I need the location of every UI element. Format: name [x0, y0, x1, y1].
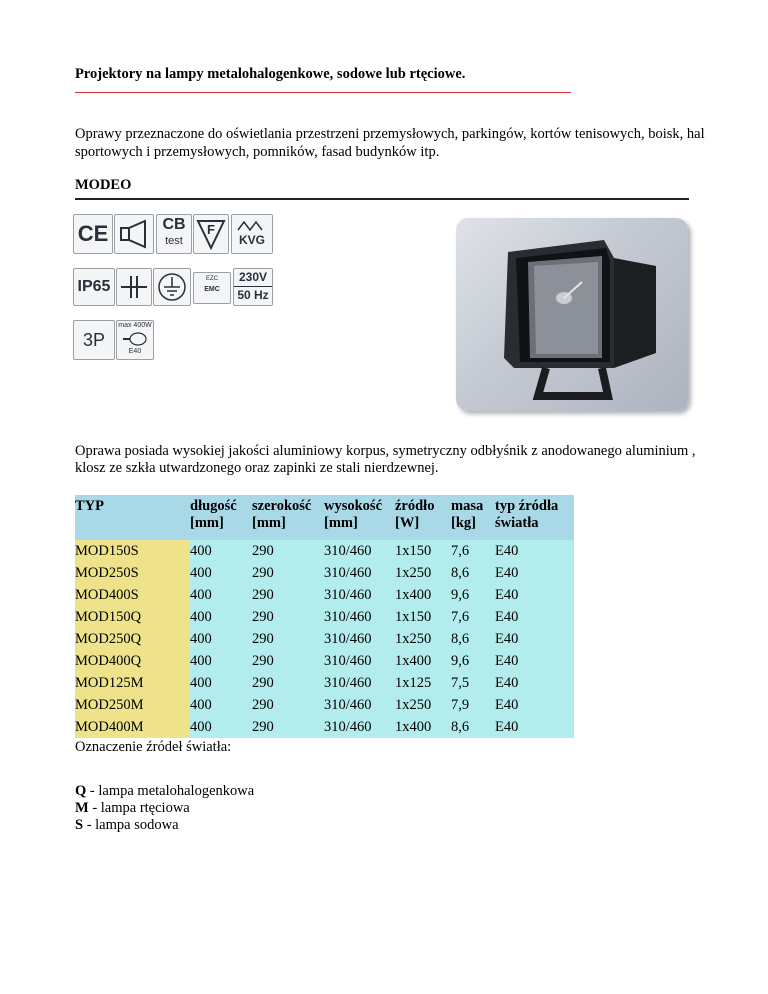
lamp-socket-icon [116, 320, 154, 360]
page-title: Projektory na lampy metalohalogenkowe, sodowe lub rtęciowe. [75, 66, 466, 82]
header-height: wysokość [mm] [324, 495, 395, 540]
table-row [75, 584, 574, 606]
legend-key: M [75, 800, 89, 816]
legend-item [75, 800, 254, 817]
header-width: szerokość [mm] [252, 495, 324, 540]
cell-source: 1x150 [395, 540, 451, 562]
cell-source: 1x150 [395, 606, 451, 628]
cell-source: 1x125 [395, 672, 451, 694]
cell-source: 1x400 [395, 584, 451, 606]
cell-height: 310/460 [324, 584, 395, 606]
cell-length: 400 [190, 540, 252, 562]
specification-table [75, 495, 574, 738]
cell-lamp-type: E40 [495, 672, 574, 694]
f-mark-label: F [207, 222, 215, 237]
table-row [75, 672, 574, 694]
socket-label: E40 [128, 348, 142, 355]
header-mass: masa [kg] [451, 495, 495, 540]
cell-width: 290 [252, 650, 324, 672]
cell-length: 400 [190, 650, 252, 672]
max-power-label: max 400W [118, 322, 152, 329]
cell-width: 290 [252, 584, 324, 606]
cell-type: MOD125M [75, 672, 190, 694]
table-row [75, 540, 574, 562]
table-row [75, 562, 574, 584]
header-source: źródło [W] [395, 495, 451, 540]
cell-mass: 8,6 [451, 716, 495, 738]
cell-height: 310/460 [324, 562, 395, 584]
legend-item [75, 783, 254, 800]
cell-length: 400 [190, 606, 252, 628]
header-lamp-type: typ źródła światła [495, 495, 574, 540]
cell-length: 400 [190, 672, 252, 694]
cell-type: MOD150S [75, 540, 190, 562]
cell-width: 290 [252, 562, 324, 584]
cell-height: 310/460 [324, 606, 395, 628]
product-name: MODEO [75, 177, 132, 193]
product-photo [456, 218, 688, 411]
cell-length: 400 [190, 694, 252, 716]
cell-lamp-type: E40 [495, 562, 574, 584]
cell-width: 290 [252, 540, 324, 562]
ce-mark-icon: CE [73, 214, 113, 254]
cell-lamp-type: E40 [495, 606, 574, 628]
header-type: TYP [75, 495, 190, 540]
cb-label: CB [162, 216, 186, 233]
cell-source: 1x250 [395, 694, 451, 716]
table-row [75, 694, 574, 716]
legend-title: Oznaczenie źródeł światła: [75, 739, 232, 755]
ground-symbol-icon [153, 268, 191, 306]
cell-length: 400 [190, 584, 252, 606]
emc-top-label: EZC [206, 276, 218, 282]
cell-height: 310/460 [324, 716, 395, 738]
table-header-row [75, 495, 574, 540]
legend-text: - lampa rtęciowa [88, 800, 190, 816]
capacitor-icon [116, 268, 152, 306]
cell-height: 310/460 [324, 650, 395, 672]
legend-key: S [75, 817, 84, 833]
cell-lamp-type: E40 [495, 540, 574, 562]
cell-height: 310/460 [324, 540, 395, 562]
ip65-rating-icon: IP65 [73, 268, 115, 306]
cell-length: 400 [190, 562, 252, 584]
three-phase-icon: 3P [73, 320, 115, 360]
class-ii-luminaire-icon [114, 214, 154, 254]
product-description: Oprawa posiada wysokiej jakości aluminiowy korpus, symetryczny odbłyśnik z anodowanego aluminium , klosz ze szkła utwardzonego oraz zapinki ze stali nierdzewnej. [75, 443, 696, 476]
cell-width: 290 [252, 694, 324, 716]
voltage-label: 230V [234, 269, 272, 287]
legend-list [75, 783, 254, 834]
cell-mass: 8,6 [451, 562, 495, 584]
cell-mass: 7,6 [451, 540, 495, 562]
cell-type: MOD400M [75, 716, 190, 738]
cell-length: 400 [190, 628, 252, 650]
emc-bottom-label: EMC [204, 286, 220, 293]
cell-width: 290 [252, 606, 324, 628]
table-row [75, 716, 574, 738]
legend-text: - lampa sodowa [83, 817, 179, 833]
cell-height: 310/460 [324, 694, 395, 716]
cell-source: 1x400 [395, 650, 451, 672]
legend-key: Q [75, 783, 87, 799]
cell-length: 400 [190, 716, 252, 738]
cell-height: 310/460 [324, 672, 395, 694]
header-length: długość [mm] [190, 495, 252, 540]
kvg-mark-icon [231, 214, 273, 254]
cell-lamp-type: E40 [495, 650, 574, 672]
cell-mass: 9,6 [451, 650, 495, 672]
f-mark-icon [193, 214, 229, 254]
cell-width: 290 [252, 716, 324, 738]
cell-type: MOD150Q [75, 606, 190, 628]
voltage-frequency-icon [233, 268, 273, 306]
cell-source: 1x400 [395, 716, 451, 738]
table-row [75, 650, 574, 672]
cell-mass: 7,9 [451, 694, 495, 716]
cell-mass: 8,6 [451, 628, 495, 650]
cell-type: MOD250S [75, 562, 190, 584]
cell-mass: 7,6 [451, 606, 495, 628]
cell-type: MOD250Q [75, 628, 190, 650]
kvg-label: KVG [238, 233, 265, 247]
cell-height: 310/460 [324, 628, 395, 650]
cb-sublabel: test [165, 235, 183, 247]
section-divider [75, 198, 689, 200]
cell-lamp-type: E40 [495, 694, 574, 716]
cell-width: 290 [252, 628, 324, 650]
frequency-label: 50 Hz [237, 288, 269, 302]
cell-type: MOD400S [75, 584, 190, 606]
table-row [75, 606, 574, 628]
cell-source: 1x250 [395, 628, 451, 650]
emc-mark-icon [193, 272, 231, 304]
cell-width: 290 [252, 672, 324, 694]
cell-mass: 9,6 [451, 584, 495, 606]
cell-type: MOD250M [75, 694, 190, 716]
legend-text: - lampa metalohalogenkowa [86, 783, 255, 799]
legend-item [75, 817, 254, 834]
cb-test-icon [156, 214, 192, 254]
intro-paragraph: Oprawy przeznaczone do oświetlania przestrzeni przemysłowych, parkingów, kortów tenisowych, boisk, hal sportowych i przemysłowych, pomników, fasad budynków itp. [75, 126, 705, 160]
title-underline [75, 92, 571, 93]
cell-lamp-type: E40 [495, 716, 574, 738]
cell-type: MOD400Q [75, 650, 190, 672]
table-row [75, 628, 574, 650]
cell-lamp-type: E40 [495, 584, 574, 606]
cell-mass: 7,5 [451, 672, 495, 694]
cell-lamp-type: E40 [495, 628, 574, 650]
cell-source: 1x250 [395, 562, 451, 584]
